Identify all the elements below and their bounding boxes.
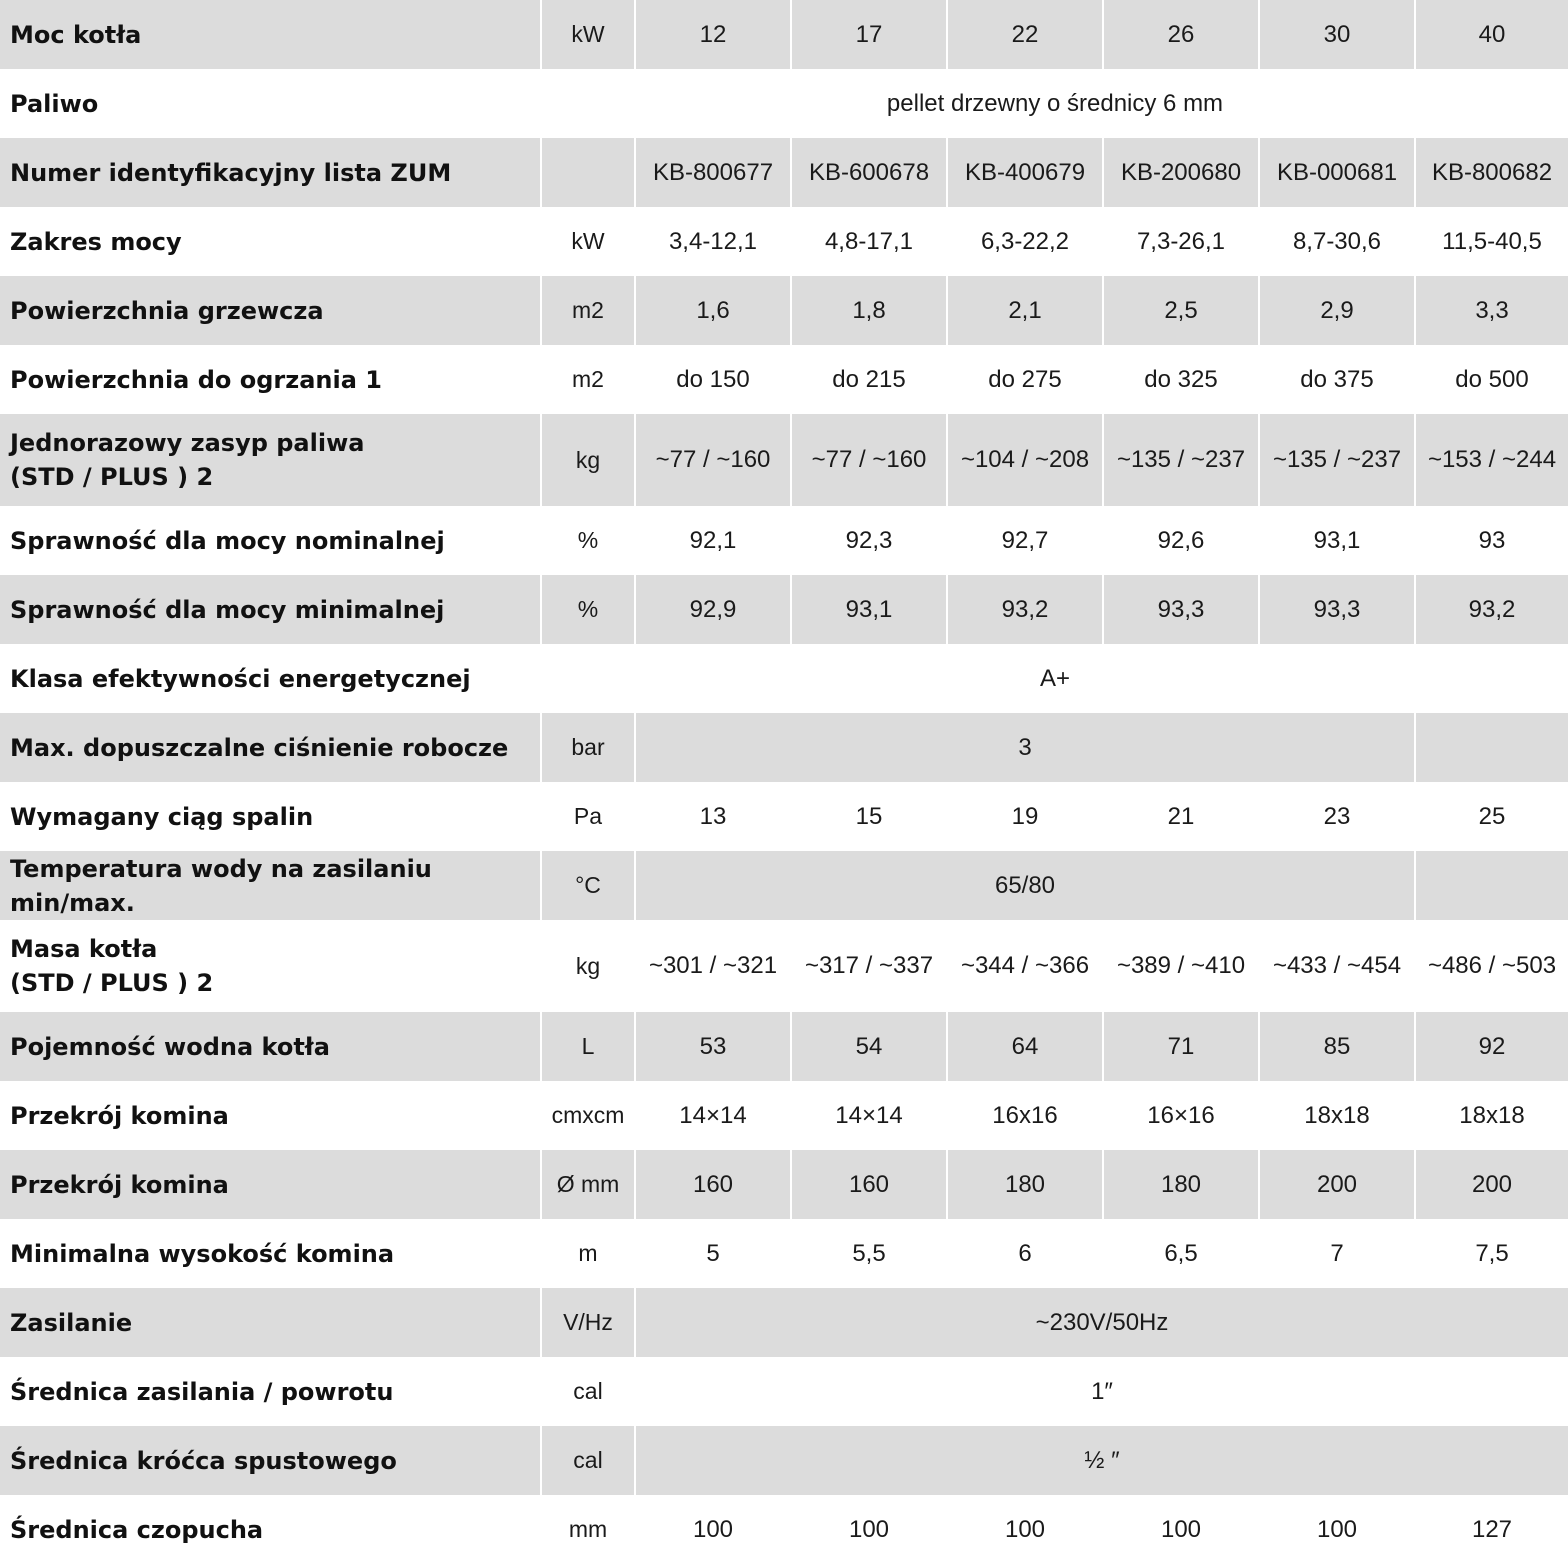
value-cell: 40 [1415,0,1568,69]
table-row [0,276,1568,345]
row-unit: kg [541,414,635,506]
value-cell: do 215 [791,345,947,414]
row-unit [541,138,635,207]
value-cell: A+ [541,644,1568,713]
value-cell: 18x18 [1415,1081,1568,1150]
row-unit: cmxcm [541,1081,635,1150]
value-cell: 93,3 [1259,575,1415,644]
value-cell: 19 [947,782,1103,851]
row-label [0,1357,541,1426]
table-row [0,138,1568,207]
value-cell: 3,4-12,1 [635,207,791,276]
value-cell: 1,6 [635,276,791,345]
value-cell: 14×14 [635,1081,791,1150]
value-cell: 180 [947,1150,1103,1219]
row-label [0,851,541,920]
value-cell: 160 [635,1150,791,1219]
value-cell: 92,9 [635,575,791,644]
table-row [0,207,1568,276]
value-cell: 127 [1415,1495,1568,1564]
value-cell: do 275 [947,345,1103,414]
value-cell: 6 [947,1219,1103,1288]
row-label-line: Masa kotła [10,935,158,963]
row-label-line: (STD / PLUS ) 2 [10,969,214,997]
value-cell: 6,5 [1103,1219,1259,1288]
row-unit: kg [541,920,635,1012]
value-cell: 17 [791,0,947,69]
value-cell: ~486 / ~503 [1415,920,1568,1012]
table-row [0,1012,1568,1081]
value-cell [1415,713,1568,782]
row-unit: V/Hz [541,1288,635,1357]
row-label-line: Powierzchnia do ogrzania 1 [10,365,382,394]
value-cell: ~135 / ~237 [1259,414,1415,506]
value-cell: ½ ″ [635,1426,1568,1495]
row-label-line: Sprawność dla mocy nominalnej [10,526,445,555]
row-unit: cal [541,1426,635,1495]
value-cell: 7,3-26,1 [1103,207,1259,276]
value-cell: 160 [791,1150,947,1219]
value-cell: 23 [1259,782,1415,851]
row-label-line: Temperatura wody na zasilaniu min/max. [10,854,432,917]
value-cell: 30 [1259,0,1415,69]
table-row [0,1357,1568,1426]
value-cell: KB-000681 [1259,138,1415,207]
row-label [0,69,541,138]
value-cell: 53 [635,1012,791,1081]
value-cell: ~317 / ~337 [791,920,947,1012]
table-row [0,0,1568,69]
row-label-line: Średnica zasilania / powrotu [10,1377,394,1406]
table-row [0,851,1568,920]
value-cell: 2,1 [947,276,1103,345]
table-row [0,1288,1568,1357]
value-cell: 26 [1103,0,1259,69]
row-label [0,1150,541,1219]
value-cell: 7 [1259,1219,1415,1288]
row-label [0,920,541,1012]
value-cell: KB-600678 [791,138,947,207]
row-label-line: Pojemność wodna kotła [10,1032,330,1061]
row-label [0,414,541,506]
row-label-line: Sprawność dla mocy minimalnej [10,595,445,624]
value-cell: 1″ [635,1357,1568,1426]
value-cell: 2,9 [1259,276,1415,345]
row-label-line: Moc kotła [10,20,142,49]
row-label [0,506,541,575]
value-cell: 200 [1415,1150,1568,1219]
value-cell: ~77 / ~160 [791,414,947,506]
value-cell: 93,2 [947,575,1103,644]
value-cell: ~135 / ~237 [1103,414,1259,506]
row-unit: kW [541,207,635,276]
value-cell: ~344 / ~366 [947,920,1103,1012]
table-row [0,1150,1568,1219]
value-cell: 93,2 [1415,575,1568,644]
value-cell: KB-200680 [1103,138,1259,207]
value-cell: 93 [1415,506,1568,575]
row-label-line: Minimalna wysokość komina [10,1239,395,1268]
value-cell: 21 [1103,782,1259,851]
value-cell: 85 [1259,1012,1415,1081]
value-cell: 71 [1103,1012,1259,1081]
value-cell: do 500 [1415,345,1568,414]
value-cell: do 325 [1103,345,1259,414]
row-label-line: Średnica króćca spustowego [10,1446,397,1475]
value-cell: pellet drzewny o średnicy 6 mm [541,69,1568,138]
value-cell: do 375 [1259,345,1415,414]
row-label-line: Numer identyfikacyjny lista ZUM [10,158,452,187]
row-unit: % [541,575,635,644]
row-unit: kW [541,0,635,69]
table-row [0,414,1568,506]
table-row [0,1495,1568,1564]
table-row [0,1081,1568,1150]
table-row [0,1426,1568,1495]
row-label [0,1012,541,1081]
row-label [0,207,541,276]
value-cell: 7,5 [1415,1219,1568,1288]
value-cell: 16x16 [947,1081,1103,1150]
value-cell: 14×14 [791,1081,947,1150]
value-cell: 54 [791,1012,947,1081]
table-row [0,345,1568,414]
row-unit: m2 [541,345,635,414]
row-label [0,0,541,69]
value-cell: ~433 / ~454 [1259,920,1415,1012]
value-cell: 100 [791,1495,947,1564]
value-cell: 200 [1259,1150,1415,1219]
row-label [0,276,541,345]
value-cell: 92,7 [947,506,1103,575]
value-cell: 1,8 [791,276,947,345]
row-label [0,1495,541,1564]
value-cell: 22 [947,0,1103,69]
value-cell: 12 [635,0,791,69]
row-label [0,138,541,207]
value-cell: 100 [1259,1495,1415,1564]
value-cell: 16×16 [1103,1081,1259,1150]
value-cell: 18x18 [1259,1081,1415,1150]
table-row [0,69,1568,138]
value-cell: 8,7-30,6 [1259,207,1415,276]
row-label [0,1219,541,1288]
table-row [0,1219,1568,1288]
table-row [0,920,1568,1012]
value-cell: 6,3-22,2 [947,207,1103,276]
row-unit: L [541,1012,635,1081]
value-cell: 180 [1103,1150,1259,1219]
row-unit: m [541,1219,635,1288]
row-label-line: Powierzchnia grzewcza [10,296,324,325]
row-label [0,644,541,713]
value-cell: KB-800682 [1415,138,1568,207]
table-row [0,506,1568,575]
value-cell: 92 [1415,1012,1568,1081]
value-cell: 92,6 [1103,506,1259,575]
table-row [0,644,1568,713]
row-label [0,1081,541,1150]
row-label [0,575,541,644]
row-unit: mm [541,1495,635,1564]
row-label-line: Max. dopuszczalne ciśnienie robocze [10,733,509,762]
table-row [0,713,1568,782]
value-cell: ~230V/50Hz [635,1288,1568,1357]
value-cell: 92,1 [635,506,791,575]
value-cell: 100 [635,1495,791,1564]
value-cell: 93,1 [791,575,947,644]
table-row [0,782,1568,851]
value-cell: 65/80 [635,851,1415,920]
value-cell: ~301 / ~321 [635,920,791,1012]
row-label-line: Klasa efektywności energetycznej [10,664,471,693]
row-unit: bar [541,713,635,782]
row-label [0,782,541,851]
row-label-line: Przekrój komina [10,1101,229,1130]
value-cell: 2,5 [1103,276,1259,345]
value-cell: 3,3 [1415,276,1568,345]
value-cell: ~153 / ~244 [1415,414,1568,506]
row-label-line: Wymagany ciąg spalin [10,802,314,831]
row-label-line: Średnica czopucha [10,1515,264,1544]
row-label [0,713,541,782]
value-cell: 5,5 [791,1219,947,1288]
row-unit: Pa [541,782,635,851]
value-cell: KB-400679 [947,138,1103,207]
value-cell: 93,3 [1103,575,1259,644]
row-unit: m2 [541,276,635,345]
value-cell: 92,3 [791,506,947,575]
value-cell: 25 [1415,782,1568,851]
row-label-line: Zasilanie [10,1308,133,1337]
value-cell [1415,851,1568,920]
row-label [0,1426,541,1495]
table-row [0,575,1568,644]
value-cell: KB-800677 [635,138,791,207]
value-cell: 15 [791,782,947,851]
value-cell: 64 [947,1012,1103,1081]
value-cell: 11,5-40,5 [1415,207,1568,276]
value-cell: 3 [635,713,1415,782]
value-cell: 13 [635,782,791,851]
row-unit: cal [541,1357,635,1426]
value-cell: 5 [635,1219,791,1288]
value-cell: ~77 / ~160 [635,414,791,506]
row-label [0,345,541,414]
row-unit: °C [541,851,635,920]
row-label-line: Przekrój komina [10,1170,229,1199]
value-cell: ~104 / ~208 [947,414,1103,506]
row-label-line: Paliwo [10,89,99,118]
value-cell: do 150 [635,345,791,414]
value-cell: 100 [1103,1495,1259,1564]
row-label-line: Zakres mocy [10,227,182,256]
value-cell: ~389 / ~410 [1103,920,1259,1012]
value-cell: 4,8-17,1 [791,207,947,276]
row-unit: Ø mm [541,1150,635,1219]
value-cell: 93,1 [1259,506,1415,575]
value-cell: 100 [947,1495,1103,1564]
row-unit: % [541,506,635,575]
row-label [0,1288,541,1357]
row-label-line: (STD / PLUS ) 2 [10,463,214,491]
row-label-line: Jednorazowy zasyp paliwa [10,429,365,457]
